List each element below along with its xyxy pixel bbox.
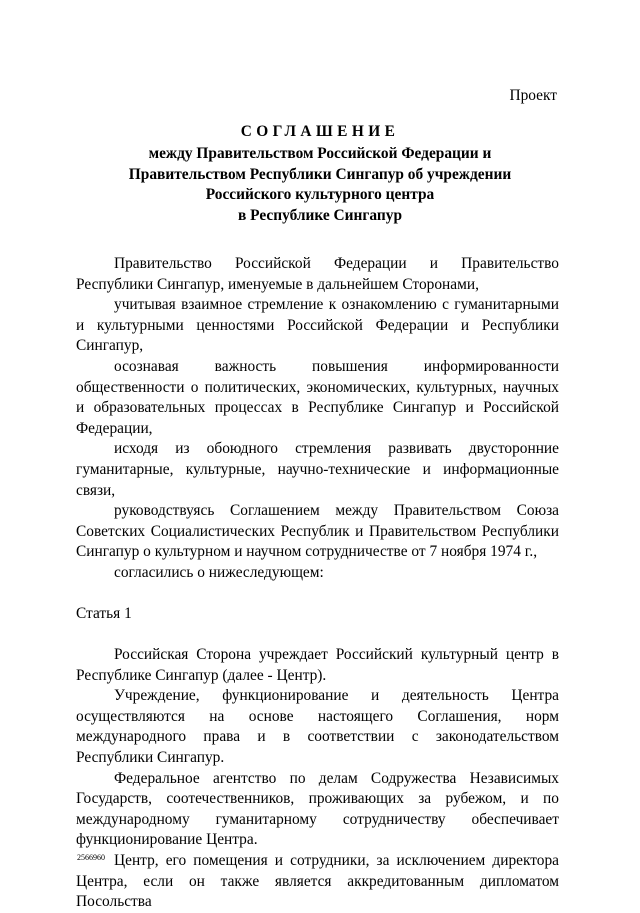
draft-label: Проект: [509, 87, 557, 104]
subtitle-line: Российского культурного центра: [205, 186, 435, 203]
article-paragraph: Российская Сторона учреждает Российский культурный центр в Республике Сингапур (далее - Центр).: [76, 646, 559, 684]
article-heading: Статья 1: [76, 604, 132, 622]
document-code: 2566960: [77, 853, 105, 862]
preamble-paragraph: руководствуясь Соглашением между Правительством Союза Советских Социалистических Республик и Правительством Республики Сингапур о культурном и научном сотрудничестве от 7 ноября 1974 г.,: [76, 502, 559, 561]
preamble-paragraph: Правительство Российской Федерации и Правительство Республики Сингапур, именуемые в дальнейшем Сторонами,: [76, 255, 559, 293]
subtitle-line: в Республике Сингапур: [238, 206, 402, 224]
preamble-paragraph: учитывая взаимное стремление к ознакомлению с гуманитарными и культурными ценностями Российской Федерации и Республики Сингапур,: [76, 296, 559, 355]
preamble-paragraph: исходя из обоюдного стремления развивать двусторонние гуманитарные, культурные, научно-технические и информационные связи,: [76, 440, 559, 499]
subtitle-line: Правительством Республики Сингапур об учреждении: [128, 165, 512, 183]
document-subtitle: [0, 144, 640, 226]
subtitle-line: между Правительством Российской Федерации и: [148, 145, 492, 162]
article-paragraph: Федеральное агентство по делам Содружества Независимых Государств, соотечественников, проживающих за рубежом, и по международному гуманитарному сотрудничеству обеспечивает функционирование Центра.: [76, 769, 559, 849]
document-body: [76, 254, 559, 913]
preamble-paragraph: осознавая важность повышения информированности общественности о политических, экономических, культурных, научных и образовательных процессах в Республике Сингапур и Российской Федерации,: [76, 357, 559, 437]
article-paragraph: Центр, его помещения и сотрудники, за исключением директора Центра, если он также является аккредитованным дипломатом Посольства: [76, 852, 559, 911]
article-paragraph: Учреждение, функционирование и деятельность Центра осуществляются на основе настоящего Соглашения, норм международного права и в соответствии с законодательством Республики Сингапур.: [76, 687, 559, 767]
document-title: СОГЛАШЕНИЕ: [240, 123, 400, 140]
preamble-paragraph: согласились о нижеследующем:: [114, 563, 324, 581]
